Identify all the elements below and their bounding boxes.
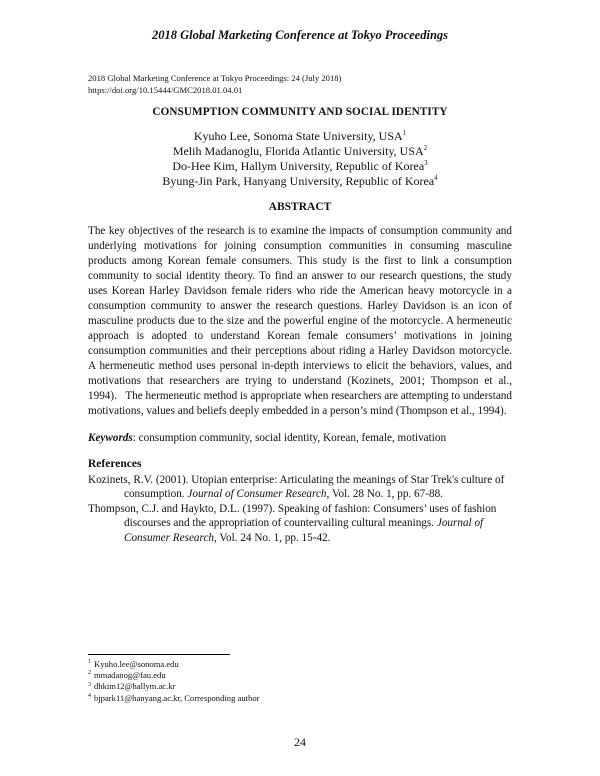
citation-block [88, 72, 341, 96]
references-heading: References [88, 458, 142, 470]
email-link[interactable]: dhkim12@hallym.ac.kr [94, 681, 176, 692]
footnote-marker: 3 [424, 159, 428, 167]
author-line: Kyuho Lee, Sonoma State University, USA$^1$ [193, 129, 407, 143]
footnote-marker: 2 [423, 144, 428, 152]
footnote-marker: 4 [434, 174, 438, 182]
footnote-marker: 1 [402, 129, 407, 137]
keywords-label: Keywords [88, 432, 133, 444]
email-link[interactable]: bjpark11@hanyang.ac.kr, Corresponding author [94, 692, 260, 703]
page-number: 24 [294, 735, 306, 749]
citation-line: 2018 Global Marketing Conference at Tokyo Proceedings: 24 (July 2018) [88, 73, 342, 83]
footnote: $^4$ bjpark11@hanyang.ac.kr, Corresponding author [88, 692, 260, 703]
abstract-heading: ABSTRACT [268, 201, 332, 213]
email-link[interactable]: Kyuho.lee@sonoma.edu [94, 659, 179, 669]
keywords-text: : consumption community, social identity, Korean, female, motivation [132, 432, 447, 444]
footnotes [88, 659, 259, 704]
reference-list [88, 473, 512, 545]
author-line: Melih Madanoglu, Florida Atlantic University, USA$^2$ [172, 144, 428, 158]
paper-title: CONSUMPTION COMMUNITY AND SOCIAL IDENTITY [152, 106, 448, 118]
email-link[interactable]: mmadanog@fau.edu [94, 670, 166, 681]
abstract-body: The key objectives of the research is to examine the impacts of consumption community and underlying motivations for joining consumption communities in consuming masculine products among Korean female consumers. This study is the first to link a consumption community to social identity theory. To find an answer to our research questions, the study uses Korean Harley Davidson female riders who ride the American heavy motorcycle in a consumption community to answer the research questions. Harley Davidson is an icon of masculine products due to the size and the powerful engine of the motorcycle. A hermeneutic approach is adopted to understand Korean female consumers’ motivations in joining consumption communities and their perceptions about riding a Harley Davidson motorcycle. A hermeneutic method uses personal in-depth interviews to elicit the behaviors, values, and motivations that researchers are trying to understand (Kozinets, 2001; Thompson et al., 1994). The hermeneutic method is appropriate when researchers are attempting to understand motivations, values and beliefs deeply embedded in a person’s mind (Thompson et al., 1994). [88, 225, 512, 417]
reference-item: Thompson, C.J. and Haykto, D.L. (1997). Speaking of fashion: Consumers’ uses of fashion discourses and the appropriation of countervailing cultural meanings. Journal of Consumer Research, Vol. 24 No. 1, pp. 15-42. [88, 502, 497, 544]
author-line: Do-Hee Kim, Hallym University, Republic of Korea$^3$ [172, 159, 428, 173]
running-header: 2018 Global Marketing Conference at Tokyo Proceedings [151, 28, 449, 42]
footnote: $^3$ dhkim12@hallym.ac.kr [88, 681, 176, 692]
footnote-divider [88, 654, 230, 655]
footnote: $^1$ Kyuho.lee@sonoma.edu [88, 659, 179, 669]
footnote: $^2$ mmadanog@fau.edu [88, 670, 166, 681]
author-line: Byung-Jin Park, Hanyang University, Republic of Korea$^4$ [162, 174, 438, 188]
author-list [0, 129, 600, 189]
reference-item: Kozinets, R.V. (2001). Utopian enterprise: Articulating the meanings of Star Trek's culture of consumption. Journal of Consumer Research, Vol. 28 No. 1, pp. 67-88. [88, 474, 505, 501]
keywords [88, 431, 512, 446]
doi-link[interactable]: https://doi.org/10.15444/GMC2018.01.04.01 [88, 85, 243, 95]
